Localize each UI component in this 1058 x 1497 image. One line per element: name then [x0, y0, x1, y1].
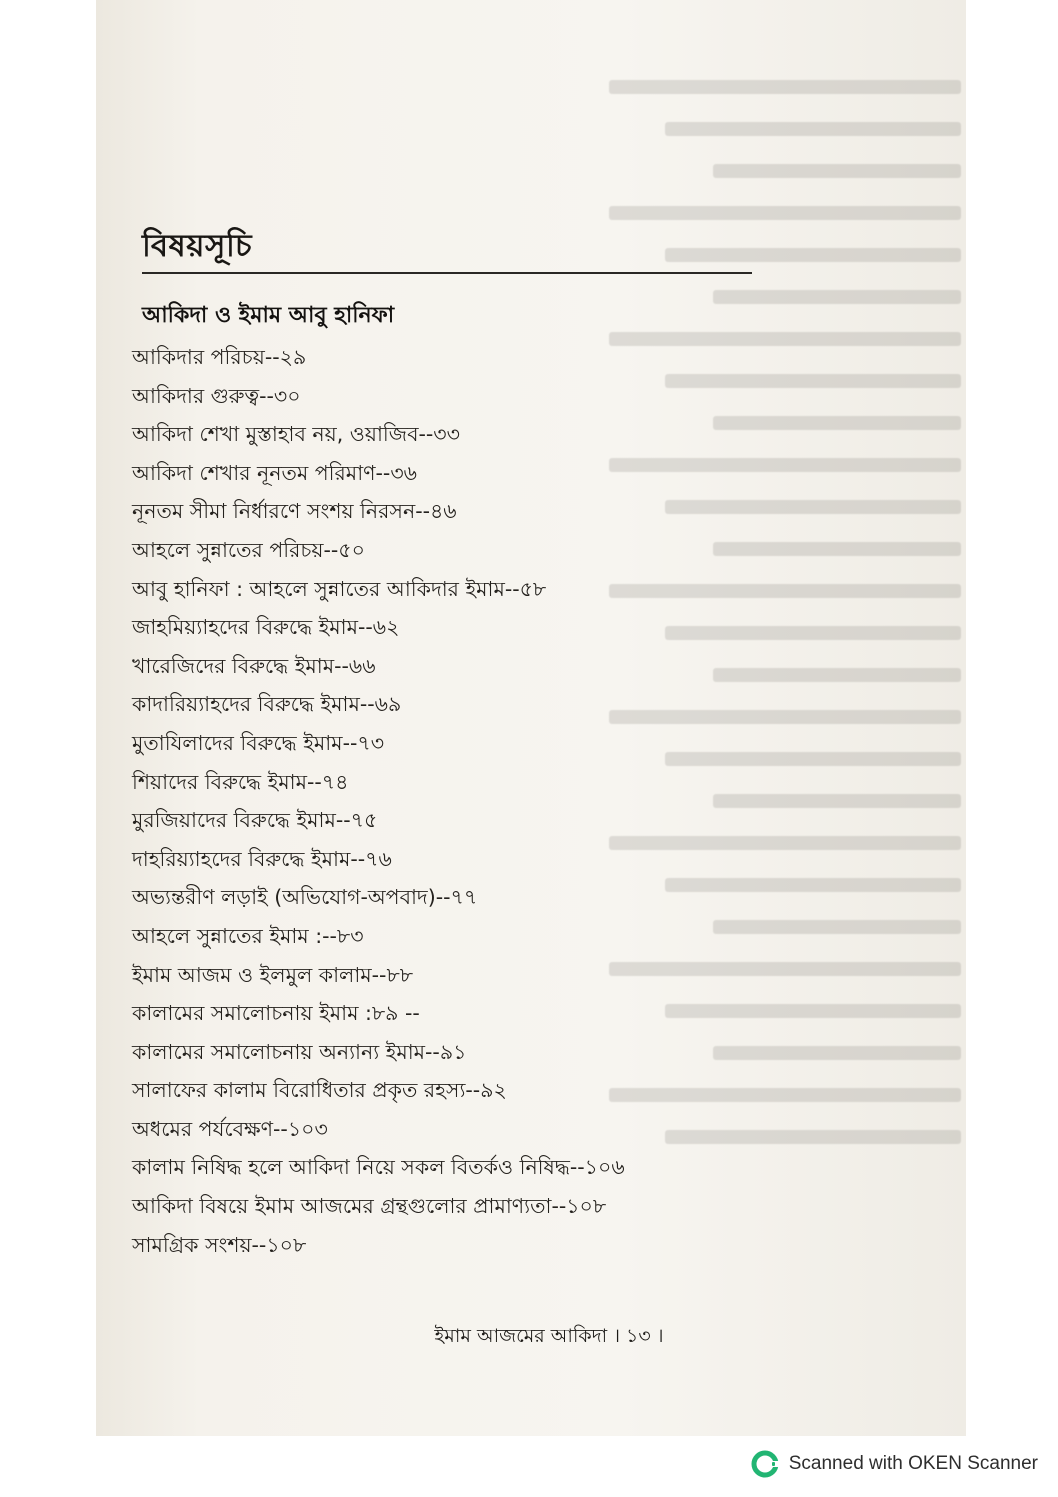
toc-entry[interactable]: কালাম নিষিদ্ধ হলে আকিদা নিয়ে সকল বিতর্কও নিষিদ্ধ--১০৬	[132, 1155, 625, 1180]
toc-entry[interactable]: খারেজিদের বিরুদ্ধে ইমাম--৬৬	[132, 653, 376, 678]
page-footer: ইমাম আজমের আকিদা । ১৩ ।	[434, 1325, 664, 1347]
toc-entry[interactable]: ইমাম আজম ও ইলমুল কালাম--৮৮	[132, 962, 414, 987]
toc-entry[interactable]: মুরজিয়াদের বিরুদ্ধে ইমাম--৭৫	[132, 808, 378, 833]
title-divider	[142, 272, 752, 274]
scanner-watermark	[751, 1447, 1038, 1481]
toc-entry[interactable]: আকিদা শেখার নূনতম পরিমাণ--৩৬	[132, 460, 417, 485]
toc-entry[interactable]: আকিদা শেখা মুস্তাহাব নয়, ওয়াজিব--৩৩	[132, 422, 460, 447]
toc-entry[interactable]: আবু হানিফা : আহলে সুন্নাতের আকিদার ইমাম--৫৮	[132, 576, 547, 601]
toc-entry[interactable]: শিয়াদের বিরুদ্ধে ইমাম--৭৪	[132, 769, 349, 794]
toc-entry[interactable]: আকিদার গুরুত্ব--৩০	[132, 383, 301, 408]
toc-entry[interactable]: অধমের পর্যবেক্ষণ--১০৩	[132, 1116, 328, 1141]
toc-entry[interactable]: আকিদার পরিচয়--২৯	[132, 345, 307, 369]
oken-scanner-icon	[751, 1450, 779, 1478]
scanner-label: Scanned with OKEN Scanner	[788, 1453, 1038, 1474]
toc-entry[interactable]: নূনতম সীমা নির্ধারণে সংশয় নিরসন--৪৬	[132, 499, 457, 524]
section-title: আকিদা ও ইমাম আবু হানিফা	[142, 303, 395, 328]
toc-entry[interactable]: সামগ্রিক সংশয়--১০৮	[132, 1232, 307, 1257]
toc-entry[interactable]: আহলে সুন্নাতের ইমাম :--৮৩	[132, 923, 364, 948]
toc-entry[interactable]: দাহরিয়্যাহদের বিরুদ্ধে ইমাম--৭৬	[132, 846, 392, 871]
toc-entry[interactable]: আকিদা বিষয়ে ইমাম আজমের গ্রন্থগুলোর প্রামাণ্যতা--১০৮	[132, 1194, 607, 1219]
toc-entry[interactable]: কালামের সমালোচনায় অন্যান্য ইমাম--৯১	[132, 1039, 467, 1064]
toc-entry[interactable]: কাদারিয়্যাহদের বিরুদ্ধে ইমাম--৬৯	[132, 692, 402, 717]
toc-entry[interactable]: অভ্যন্তরীণ লড়াই (অভিযোগ-অপবাদ)--৭৭	[132, 885, 478, 910]
toc-entry[interactable]: কালামের সমালোচনায় ইমাম :৮৯ --	[132, 1001, 420, 1026]
toc-entry[interactable]: জাহমিয়্যাহদের বিরুদ্ধে ইমাম--৬২	[132, 615, 400, 640]
toc-entry[interactable]: মুতাযিলাদের বিরুদ্ধে ইমাম--৭৩	[132, 730, 385, 755]
toc-entry[interactable]: আহলে সুন্নাতের পরিচয়--৫০	[132, 537, 365, 562]
table-of-contents	[132, 338, 772, 1264]
toc-entry[interactable]: সালাফের কালাম বিরোধিতার প্রকৃত রহস্য--৯২	[132, 1078, 507, 1103]
page-title: বিষয়সূচি	[142, 228, 253, 264]
